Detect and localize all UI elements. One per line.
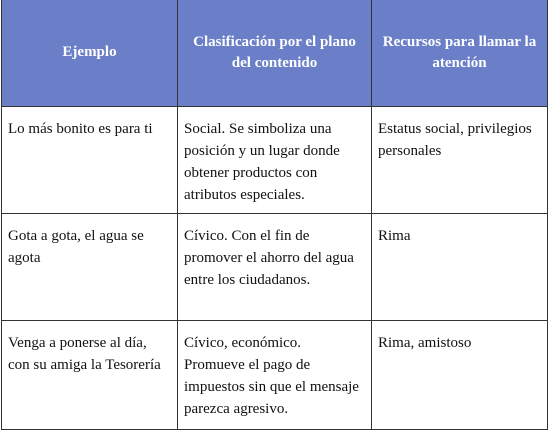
cell-ejemplo: Gota a gota, el agua se agota bbox=[2, 213, 178, 320]
cell-ejemplo: Lo más bonito es para ti bbox=[2, 106, 178, 213]
table-row bbox=[2, 106, 548, 213]
cell-recursos: Estatus social, privilegios personales bbox=[372, 106, 548, 213]
table-header-row bbox=[2, 0, 548, 106]
table-row bbox=[2, 213, 548, 320]
header-clasificacion: Clasificación por el plano del contenido bbox=[178, 0, 372, 106]
cell-recursos: Rima bbox=[372, 213, 548, 320]
header-recursos: Recursos para llamar la atención bbox=[372, 0, 548, 106]
table-row bbox=[2, 320, 548, 429]
cell-clasificacion: Cívico, económico. Promueve el pago de impuestos sin que el mensaje parezca agresivo. bbox=[178, 320, 372, 429]
header-ejemplo: Ejemplo bbox=[2, 0, 178, 106]
cell-ejemplo: Venga a ponerse al día, con su amiga la Tesorería bbox=[2, 320, 178, 429]
cell-recursos: Rima, amistoso bbox=[372, 320, 548, 429]
advertising-examples-table bbox=[1, 0, 548, 430]
cell-clasificacion: Cívico. Con el fin de promover el ahorro del agua entre los ciudadanos. bbox=[178, 213, 372, 320]
cell-clasificacion: Social. Se simboliza una posición y un lugar donde obtener productos con atributos especiales. bbox=[178, 106, 372, 213]
